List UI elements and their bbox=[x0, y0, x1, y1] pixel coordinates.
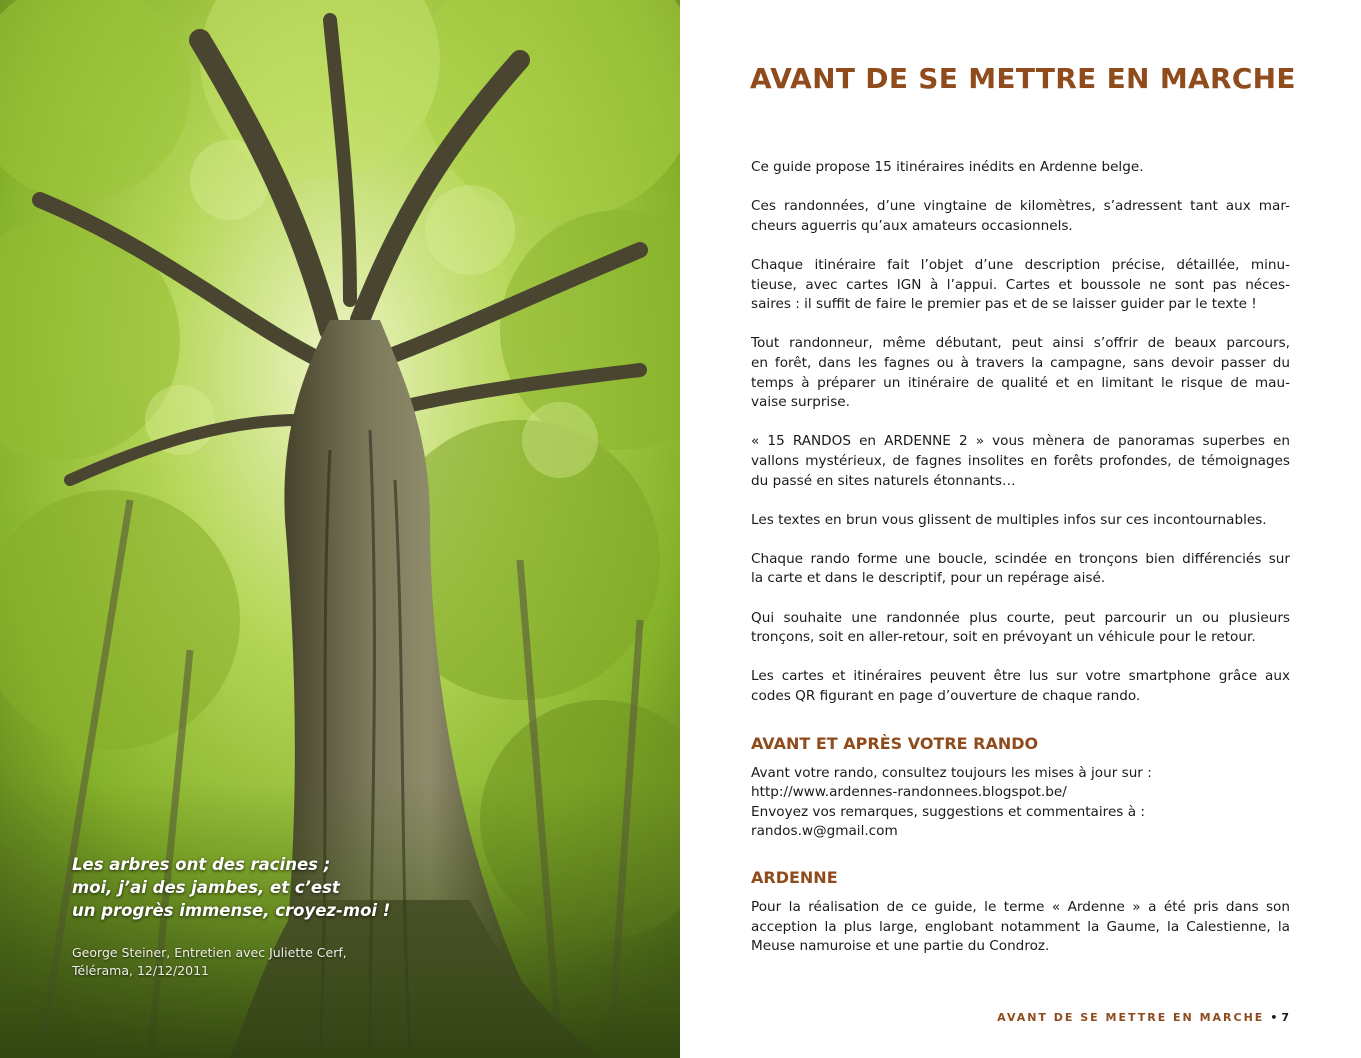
text-line: Tout randonneur, même débutant, peut ainsi s’offrir de beaux parcours, bbox=[751, 335, 1290, 352]
text-page bbox=[680, 0, 1361, 1058]
text-line: Pour la réalisation de ce guide, le terme « Ardenne » a été pris dans son bbox=[751, 899, 1290, 915]
quote-line: un progrès immense, croyez-moi ! bbox=[72, 901, 391, 920]
body-paragraph bbox=[751, 511, 1290, 531]
text-line: temps à préparer un itinéraire de qualité et en limitant le risque de mau- bbox=[751, 374, 1290, 391]
section-heading-ardenne: ARDENNE bbox=[751, 868, 838, 887]
text-line: Meuse namuroise et une partie du Condroz. bbox=[751, 938, 1050, 955]
text-line: la carte et dans le descriptif, pour un repérage aisé. bbox=[751, 570, 1106, 587]
text-line: tronçons, soit en aller-retour, soit en prévoyant un véhicule pour le retour. bbox=[751, 629, 1256, 646]
body-paragraph bbox=[751, 197, 1290, 236]
text-line: Chaque itinéraire fait l’objet d’une description précise, détaillée, minu- bbox=[751, 256, 1290, 273]
tree-photo bbox=[0, 0, 680, 1058]
text-line: en forêt, dans les fagnes ou à travers la campagne, sans devoir passer du bbox=[751, 354, 1290, 371]
body-paragraph bbox=[751, 609, 1290, 648]
ardenne-text bbox=[751, 898, 1290, 957]
page-number: 7 bbox=[1281, 1011, 1289, 1024]
body-paragraph bbox=[751, 256, 1290, 315]
text-line: Les textes en brun vous glissent de multiples infos sur ces incontournables. bbox=[751, 511, 1267, 528]
text-line: vallons mystérieux, de fagnes insolites en forêts profondes, de témoignages bbox=[751, 452, 1290, 469]
section-heading-before-after: AVANT ET APRÈS VOTRE RANDO bbox=[751, 733, 1039, 753]
text-line: Envoyez vos remarques, suggestions et commentaires à : bbox=[751, 803, 1145, 820]
page-footer bbox=[997, 1011, 1289, 1024]
text-line: Qui souhaite une randonnée plus courte, peut parcourir un ou plusieurs bbox=[751, 609, 1290, 626]
text-line: Avant votre rando, consultez toujours les mises à jour sur : bbox=[751, 764, 1152, 781]
quote-attribution bbox=[72, 944, 402, 980]
body-paragraph bbox=[751, 432, 1290, 491]
quote-line: Les arbres ont des racines ; bbox=[72, 855, 331, 874]
body-paragraph bbox=[751, 334, 1290, 412]
text-line: saires : il suffit de faire le premier pas et de se laisser guider par le texte ! bbox=[751, 296, 1257, 313]
body-column bbox=[751, 158, 1290, 976]
intro-paragraphs bbox=[751, 158, 1290, 707]
quote-line: moi, j’ai des jambes, et c’est bbox=[72, 878, 340, 897]
body-paragraph bbox=[751, 667, 1290, 706]
before-after-text bbox=[751, 764, 1290, 842]
body-paragraph bbox=[751, 158, 1290, 178]
text-line: « 15 RANDOS en ARDENNE 2 » vous mènera de panoramas superbes en bbox=[751, 433, 1290, 450]
text-line: tieuse, avec cartes IGN à l’appui. Cartes et boussole ne sont pas néces- bbox=[751, 276, 1290, 293]
text-line: Ce guide propose 15 itinéraires inédits en Ardenne belge. bbox=[751, 159, 1144, 175]
text-line: codes QR figurant en page d’ouverture de chaque rando. bbox=[751, 688, 1141, 705]
text-line: cheurs aguerris qu’aux amateurs occasionnels. bbox=[751, 217, 1073, 234]
attribution-line: Télérama, 12/12/2011 bbox=[72, 963, 209, 978]
page-title: AVANT DE SE METTRE EN MARCHE bbox=[750, 62, 1296, 95]
attribution-line: George Steiner, Entretien avec Juliette Cerf, bbox=[72, 945, 347, 960]
text-line: Ces randonnées, d’une vingtaine de kilomètres, s’adressent tant aux mar- bbox=[751, 198, 1290, 215]
text-line: du passé en sites naturels étonnants… bbox=[751, 472, 1016, 489]
text-line: Chaque rando forme une boucle, scindée en tronçons bien différenciés sur bbox=[751, 550, 1290, 567]
running-title: AVANT DE SE METTRE EN MARCHE bbox=[997, 1011, 1265, 1024]
blog-link[interactable]: http://www.ardennes-randonnees.blogspot.be/ bbox=[751, 784, 1067, 801]
email-link[interactable]: randos.w@gmail.com bbox=[751, 823, 898, 840]
text-line: acception la plus large, englobant notamment la Gaume, la Calestienne, la bbox=[751, 918, 1290, 935]
body-paragraph bbox=[751, 550, 1290, 589]
footer-bullet: • bbox=[1270, 1011, 1278, 1024]
text-line: Les cartes et itinéraires peuvent être lus sur votre smartphone grâce aux bbox=[751, 668, 1290, 685]
text-line: vaise surprise. bbox=[751, 394, 850, 411]
quote bbox=[72, 853, 412, 922]
